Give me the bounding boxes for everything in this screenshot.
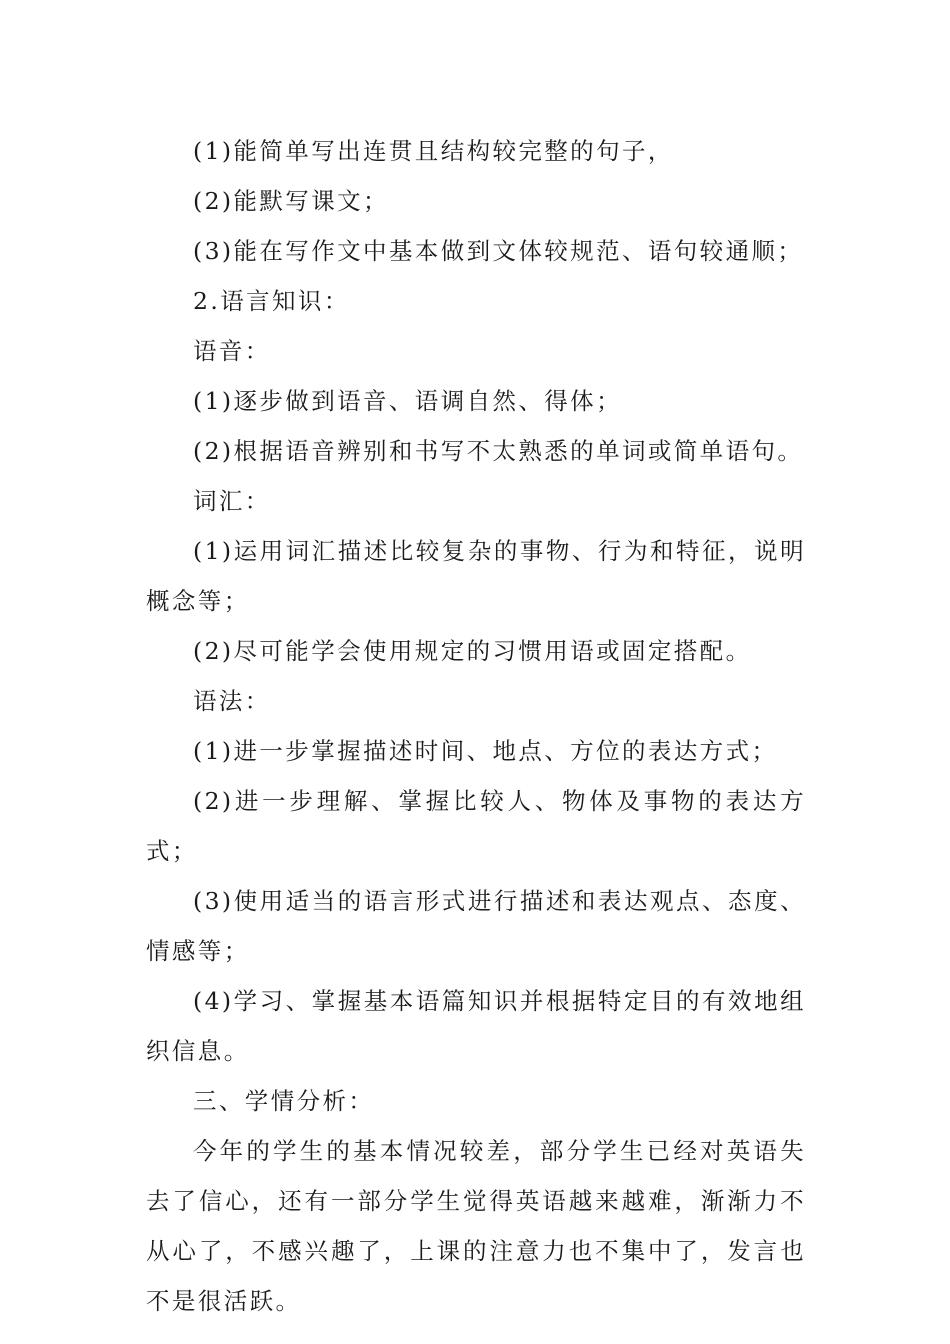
document-body	[146, 126, 806, 1326]
vocabulary-item-1: (1)运用词汇描述比较复杂的事物、行为和特征，说明概念等；	[146, 537, 806, 615]
writing-skill-item-1: (1)能简单写出连贯且结构较完整的句子，	[193, 137, 674, 165]
writing-skill-item-2: (2)能默写课文；	[193, 187, 389, 215]
student-analysis-paragraph: 今年的学生的基本情况较差，部分学生已经对英语失去了信心，还有一部分学生觉得英语越来越难，渐渐力不从心了，不感兴趣了，上课的注意力也不集中了，发言也不是很活跃。	[146, 1137, 806, 1315]
language-knowledge-heading: 2.语言知识：	[193, 287, 350, 315]
grammar-heading: 语法：	[193, 687, 271, 715]
pronunciation-item-2: (2)根据语音辨别和书写不太熟悉的单词或简单语句。	[193, 437, 804, 465]
pronunciation-heading: 语音：	[193, 337, 271, 365]
grammar-item-3: (3)使用适当的语言形式进行描述和表达观点、态度、情感等；	[146, 887, 806, 965]
pronunciation-item-1: (1)逐步做到语音、语调自然、得体；	[193, 387, 622, 415]
vocabulary-item-2: (2)尽可能学会使用规定的习惯用语或固定搭配。	[193, 637, 752, 665]
writing-skill-item-3: (3)能在写作文中基本做到文体较规范、语句较通顺；	[193, 237, 804, 265]
grammar-item-1: (1)进一步掌握描述时间、地点、方位的表达方式；	[193, 737, 778, 765]
grammar-item-2: (2)进一步理解、掌握比较人、物体及事物的表达方式；	[146, 787, 806, 865]
grammar-item-4: (4)学习、掌握基本语篇知识并根据特定目的有效地组织信息。	[146, 987, 806, 1065]
vocabulary-heading: 词汇：	[193, 487, 271, 515]
student-analysis-heading: 三、学情分析：	[193, 1087, 375, 1115]
